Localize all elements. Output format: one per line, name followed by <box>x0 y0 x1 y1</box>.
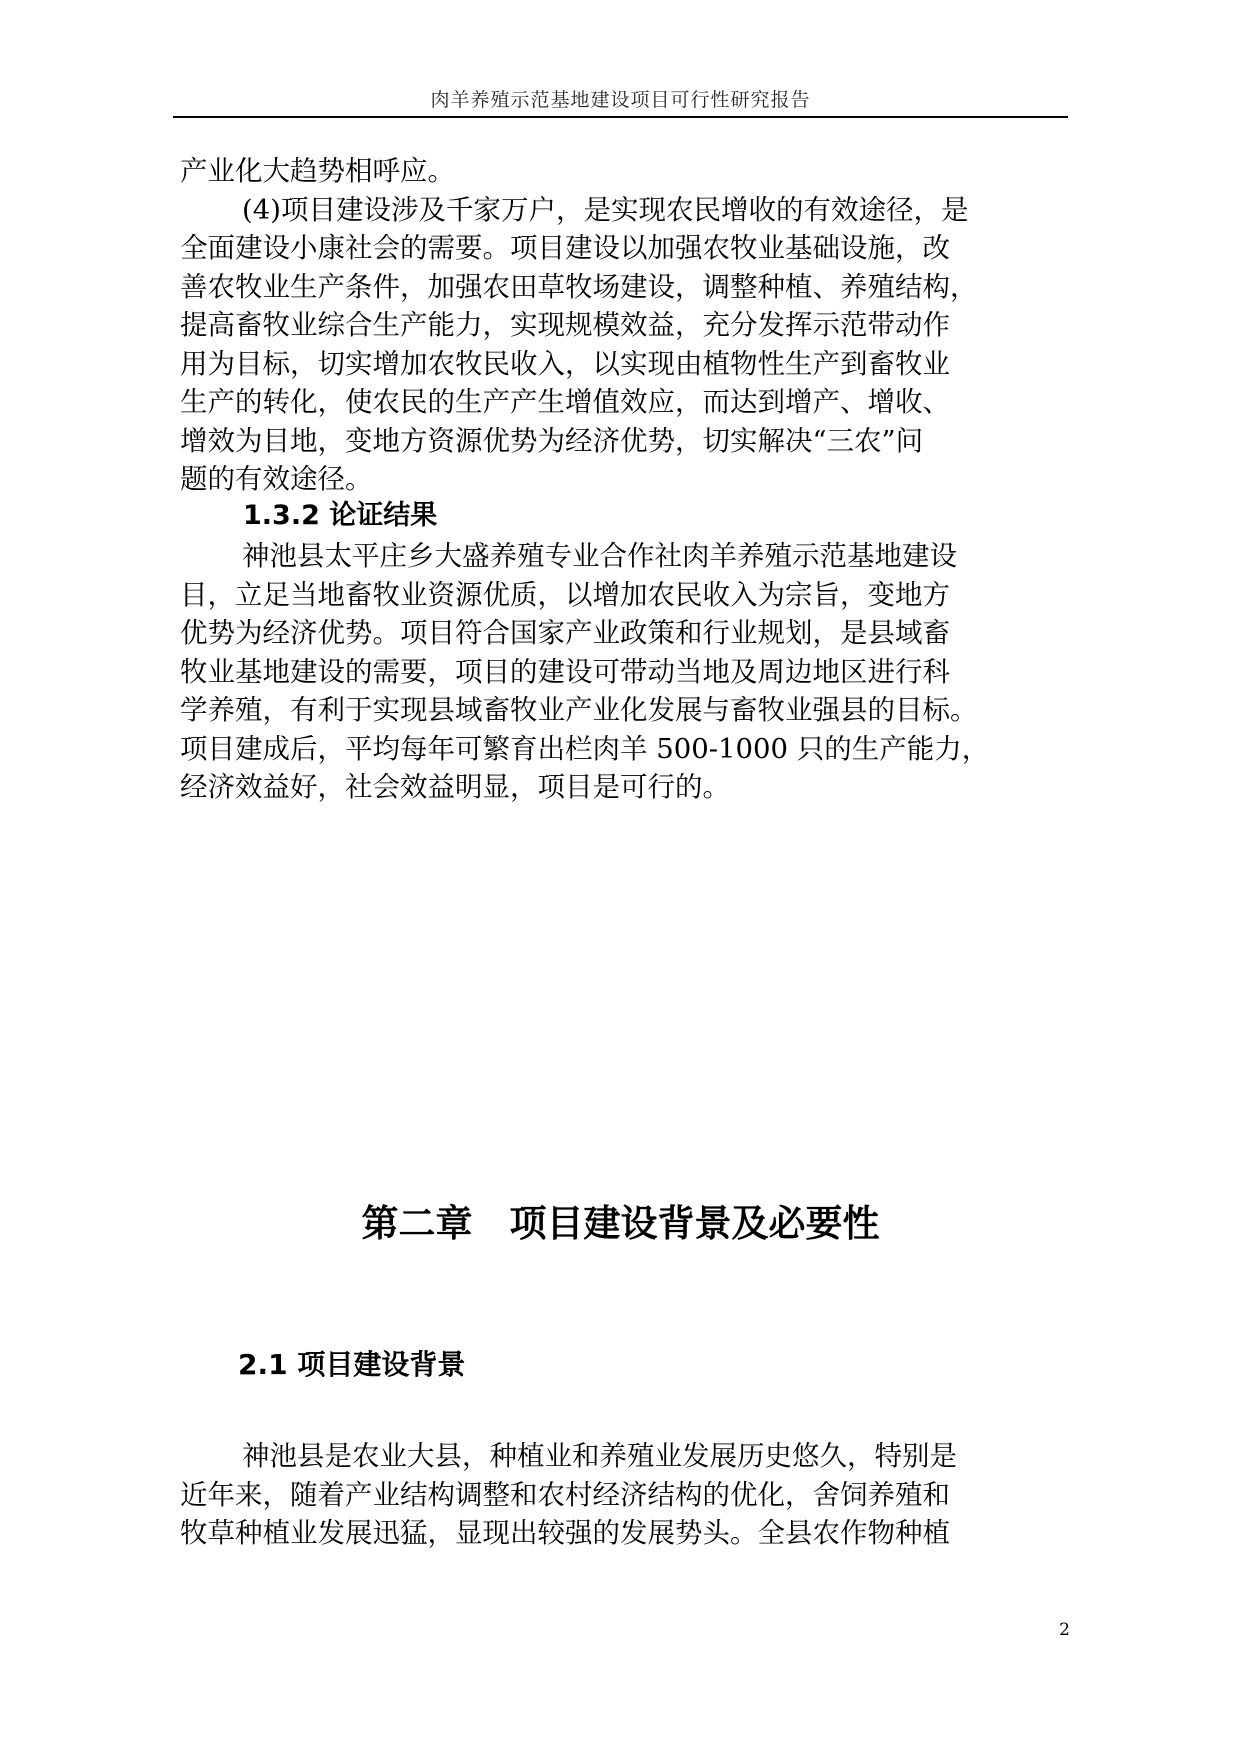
chapter-title: 第二章 项目建设背景及必要性 <box>361 1202 880 1245</box>
paragraph-line: 全面建设小康社会的需要。项目建设以加强农牧业基础设施，改 <box>180 232 950 264</box>
paragraph-line: 项目建成后，平均每年可繁育出栏肉羊 500-1000 只的生产能力， <box>180 732 990 765</box>
paragraph-line: 用为目标，切实增加农牧民收入，以实现由植物性生产到畜牧业 <box>180 347 950 380</box>
paragraph-line: 牧业基地建设的需要，项目的建设可带动当地及周边地区进行科 <box>180 655 950 688</box>
paragraph-line: 神池县是农业大县，种植业和养殖业发展历史悠久，特别是 <box>242 1440 957 1472</box>
paragraph-line: 产业化大趋势相呼应。 <box>180 155 455 187</box>
paragraph-line: 善农牧业生产条件，加强农田草牧场建设，调整种植、养殖结构， <box>180 270 978 303</box>
paragraph-block-2 <box>180 537 1070 807</box>
paragraph-line: 近年来，随着产业结构调整和农村经济结构的优化，舍饲养殖和 <box>180 1478 950 1511</box>
paragraph-line: 优势为经济优势。项目符合国家产业政策和行业规划，是县域畜 <box>180 617 950 649</box>
subsection-heading: 1.3.2 论证结果 <box>243 500 438 531</box>
header-divider <box>173 116 1068 118</box>
running-header: 肉羊养殖示范基地建设项目可行性研究报告 <box>430 89 811 111</box>
paragraph-line: 生产的转化，使农民的生产产生增值效应，而达到增产、增收、 <box>180 386 950 418</box>
paragraph-line: (4)项目建设涉及千家万户，是实现农民增收的有效途径，是 <box>242 193 969 226</box>
paragraph-line: 目，立足当地畜牧业资源优质，以增加农民收入为宗旨，变地方 <box>180 578 950 611</box>
paragraph-line: 提高畜牧业综合生产能力，实现规模效益，充分发挥示范带动作 <box>180 309 950 341</box>
page-number: 2 <box>1059 1620 1070 1640</box>
paragraph-line: 经济效益好，社会效益明显，项目是可行的。 <box>180 771 730 803</box>
paragraph-block-1 <box>180 152 1070 499</box>
paragraph-line: 题的有效途径。 <box>180 463 373 495</box>
paragraph-line: 学养殖，有利于实现县域畜牧业产业化发展与畜牧业强县的目标。 <box>180 694 978 726</box>
paragraph-line: 增效为目地，变地方资源优势为经济优势，切实解决“三农”问 <box>180 424 924 457</box>
paragraph-line: 神池县太平庄乡大盛养殖专业合作社肉羊养殖示范基地建设 <box>242 540 957 572</box>
paragraph-block-3 <box>180 1437 1070 1553</box>
paragraph-line: 牧草种植业发展迅猛，显现出较强的发展势头。全县农作物种植 <box>180 1517 950 1549</box>
section-heading: 2.1 项目建设背景 <box>238 1348 466 1381</box>
